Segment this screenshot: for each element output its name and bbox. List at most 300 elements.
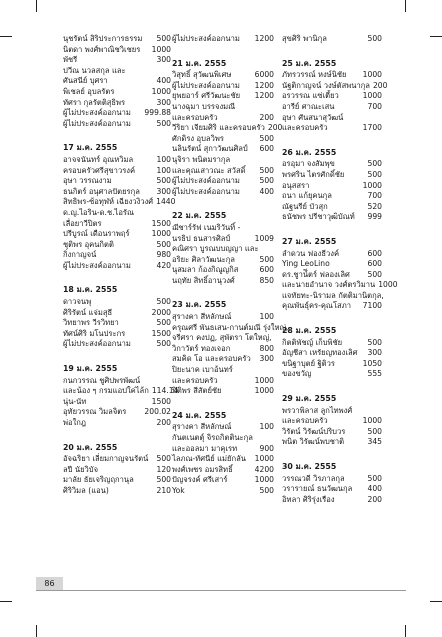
donation-amount: 600	[259, 144, 274, 154]
donor-name: ธนัชพร ปรีชาวุฒิบัณท์	[282, 212, 355, 222]
donor-name: วรรณวดี วิรภาลกุล	[282, 473, 345, 483]
donor-name: ปวีณ นวลสกุล และ	[63, 65, 126, 75]
donor-row	[63, 240, 171, 251]
donor-row	[172, 123, 283, 134]
donation-amount: 6000	[254, 70, 274, 80]
donor-row	[282, 113, 382, 124]
donor-name: และครอบครัว	[172, 112, 218, 122]
donor-name: ดร.ชูาน์ีตร์ ฟลองเลิศ	[282, 269, 350, 279]
donor-row	[63, 397, 171, 408]
donor-name: พรวาพิลาส ลูกไทพงศ์	[282, 405, 353, 415]
donation-amount: 1440	[156, 197, 176, 207]
donor-row	[63, 176, 171, 187]
donor-row	[63, 329, 171, 340]
donor-name: และคุณเสาวณะ สวัสดิ์	[172, 165, 246, 175]
donor-row	[172, 386, 274, 397]
donor-name: นุสมลา ก้องกิณูญกิส	[172, 265, 239, 275]
donation-amount: 200	[267, 123, 283, 133]
donor-row	[63, 98, 171, 109]
date-heading: 19 ม.ค. 2555	[63, 364, 118, 374]
donor-name: อริยะ ศิลาวัฒนะกุล	[172, 254, 235, 264]
donation-amount: 1200	[254, 91, 274, 101]
donor-row	[282, 102, 382, 113]
donor-name: วิสุทธิ์ สุวัฒนพิเศษ	[172, 70, 232, 80]
donation-amount: 300	[367, 348, 382, 358]
donor-name: ครุณศรี พันธเสน-กานต์มณี รุ่งใหญ่,	[172, 322, 289, 332]
donor-row	[172, 276, 274, 287]
donor-row	[172, 155, 274, 166]
donor-row	[172, 333, 274, 344]
donation-amount: 100	[259, 312, 274, 322]
donation-amount: 500	[156, 239, 171, 249]
donor-row	[172, 81, 274, 92]
donor-name: ขนิฐาบุตย์ ฐิติวร	[282, 358, 335, 368]
donation-amount: 600	[367, 248, 382, 258]
donor-name: ทัศน์ศิริ มโนประกร	[63, 328, 126, 338]
donor-name: ฌีชาร์รัฟ เนมริวันทิ์ -	[172, 222, 241, 232]
donation-amount: 1500	[151, 396, 171, 406]
date-heading: 17 ม.ค. 2555	[63, 143, 118, 153]
donor-name: วิทยาพร วีรวิทยา	[63, 318, 119, 328]
donor-name: กนกวรรณ ชูศิปพรพัฒน์	[63, 375, 141, 385]
donation-amount: 420	[156, 260, 171, 270]
donor-name: ชุติพร อุคนกิตติ	[63, 239, 114, 249]
donor-row	[63, 250, 171, 261]
donation-amount: 555	[367, 369, 382, 379]
date-heading: 21 ม.ค. 2555	[172, 58, 227, 68]
donor-name: วีริยา เจียมศิริ และครอบครัว	[172, 123, 265, 133]
page-number: 86	[36, 577, 63, 590]
date-heading: 23 ม.ค. 2555	[172, 300, 227, 310]
donor-name: พัชรี	[63, 55, 78, 65]
donor-row	[172, 475, 274, 486]
donation-amount: 850	[259, 275, 274, 285]
donation-amount: 1000	[362, 91, 382, 101]
donation-amount: 7100	[362, 301, 382, 311]
donation-amount: 999.88	[144, 108, 171, 118]
donor-row	[63, 108, 171, 119]
date-heading: 25 ม.ค. 2555	[282, 58, 337, 68]
donation-amount: 1000	[151, 86, 171, 96]
donor-name: อรอุมา จงสัมพุข	[282, 159, 335, 169]
donor-name: ผู้ไม่ประสงค์ออกนาม	[172, 186, 240, 196]
donor-row	[63, 376, 171, 387]
donor-name: ครอบครัวศรีสุขาวรงค์	[63, 165, 136, 175]
donation-amount: 100	[156, 154, 171, 164]
donor-row	[172, 433, 274, 444]
donor-row	[282, 348, 382, 359]
donation-amount: 800	[259, 343, 274, 353]
donation-amount: 980	[156, 250, 171, 260]
donor-column-2	[172, 34, 289, 497]
donor-row	[282, 70, 382, 81]
donor-row	[172, 187, 274, 198]
donation-amount: 1000	[151, 229, 171, 239]
donor-row	[63, 229, 171, 240]
donor-row	[63, 407, 171, 418]
donation-amount: 600	[259, 265, 274, 275]
donation-amount: 500	[259, 165, 274, 175]
donor-row	[172, 70, 274, 81]
donation-amount: 1000	[151, 44, 171, 54]
donation-amount: 520	[367, 201, 382, 211]
footer-rule	[36, 590, 406, 591]
donor-name: วรารายณ์ ธนวัฒนกุล	[282, 484, 353, 494]
donor-row	[282, 159, 382, 170]
donation-amount: 500	[367, 169, 382, 179]
donor-row	[63, 66, 171, 77]
donation-amount: 1200	[254, 34, 274, 43]
donation-amount: 500	[156, 454, 171, 464]
date-heading: 30 ม.ค. 2555	[282, 462, 337, 471]
date-heading: 27 ม.ค. 2555	[282, 236, 337, 246]
donation-amount: 500	[367, 426, 382, 436]
donation-amount: 500	[367, 159, 382, 169]
donation-amount: 500	[367, 34, 382, 43]
date-heading: 22 ม.ค. 2555	[172, 211, 227, 221]
donation-amount: 1000	[362, 416, 382, 426]
donation-amount: 400	[156, 76, 171, 86]
donor-name: กิตติพัชญ์ เก็บพิชัย	[282, 337, 343, 347]
donor-row	[172, 144, 274, 155]
donation-amount	[271, 155, 274, 166]
donor-name: เลื่อยาวีปิตร	[63, 218, 102, 228]
donor-row	[172, 234, 274, 245]
donor-row	[63, 45, 171, 56]
donor-row	[172, 176, 274, 187]
donation-amount: 500	[259, 485, 274, 495]
donor-row	[63, 486, 171, 497]
donor-row	[282, 406, 382, 417]
donor-name: นรธิป ธนสารศิลป์	[172, 233, 231, 243]
donor-row	[63, 187, 171, 198]
donor-row	[282, 291, 382, 302]
donor-row	[282, 212, 382, 223]
donor-name: อัญชีสา เหรัยญทองเลิศ	[282, 348, 358, 358]
donation-amount: 500	[156, 297, 171, 307]
donation-amount: 400	[367, 484, 382, 494]
donor-name: อารีย์ ศาณะเสน	[282, 101, 335, 111]
donation-amount: 200	[156, 418, 171, 427]
donor-row	[282, 474, 382, 485]
donor-name: ลำดวน ฟองธีวงค์	[282, 248, 340, 258]
donor-row	[172, 365, 274, 376]
donor-name: ดาวจนพุ	[63, 297, 92, 307]
donation-amount: 1000	[254, 375, 274, 385]
donation-amount	[379, 406, 382, 417]
donation-amount: 300	[156, 97, 171, 107]
donor-name: พงศ์เพชร อมรสิทธิ์	[172, 464, 233, 474]
donor-name: สุรางคา สีหลักษณ์	[172, 312, 232, 322]
donor-name: นฤทัย สิทธิ์อานุวงศ์	[172, 275, 235, 285]
donor-name: นุ่น-นัท	[63, 396, 87, 406]
donor-row	[172, 322, 289, 334]
donation-amount	[271, 365, 274, 376]
donor-name: วิรัตน์ วิรัฒน์ปริบวร	[282, 426, 346, 436]
donation-amount: 120	[156, 464, 171, 474]
donor-row	[282, 484, 382, 495]
donor-name: และครอบครัว	[172, 375, 218, 385]
donor-name: ผู้ไม่ประสงค์ออกนาม	[172, 34, 240, 43]
donor-name: และนายอำนาจ วงศ์ตรวิมาน	[282, 280, 376, 290]
donation-amount: 200	[259, 112, 274, 122]
donor-row	[282, 338, 382, 349]
donor-row	[63, 339, 171, 350]
donor-name: และออลมา มาคุเรท	[172, 443, 238, 453]
date-heading: 20 ม.ค. 2555	[63, 442, 118, 452]
donation-amount: 210	[156, 485, 171, 495]
donation-amount: 500	[156, 176, 171, 186]
donor-row	[282, 34, 382, 45]
donor-column-3	[282, 34, 398, 505]
donation-amount: 500	[259, 133, 274, 143]
donation-amount	[379, 113, 382, 124]
donor-row	[63, 297, 171, 308]
donation-amount: 1050	[362, 358, 382, 368]
donation-amount: 1000	[362, 180, 382, 190]
donor-row	[63, 208, 171, 219]
donation-amount: 2000	[151, 307, 171, 317]
donor-name: วิกาวัตร์ ทองเจอก	[172, 343, 231, 353]
donation-amount: 900	[259, 443, 274, 453]
donor-name: อุษา วรรณงาม	[63, 176, 112, 186]
donor-name: นุจิรา พนิตมรากุล	[172, 154, 231, 164]
donation-amount: 1000	[362, 70, 382, 80]
donor-row	[282, 280, 398, 291]
donor-name: พ่อใกฎ	[63, 418, 86, 427]
donor-name: สิทธิพร-ซ้อทุฬห์ เฉียงวงิวงศ์	[63, 197, 154, 207]
donor-row	[63, 261, 171, 272]
donor-name: พิเชลย์ อุบลรัตร	[63, 86, 115, 96]
donor-row	[282, 191, 382, 202]
donation-amount: 300	[156, 186, 171, 196]
donor-row	[172, 454, 274, 465]
donor-row	[282, 170, 382, 181]
donor-name: ศิริวิมล (แอน)	[63, 485, 109, 495]
donation-amount: 600	[367, 259, 382, 269]
donation-amount: 345	[367, 437, 382, 447]
date-heading: 29 ม.ค. 2555	[282, 394, 337, 404]
donor-row	[63, 87, 171, 98]
donor-name: ปิยะนาค เบาอ้นทร์	[172, 365, 233, 375]
donation-amount: 500	[156, 118, 171, 128]
donor-name: นลินรัตน์ สุกาวัฒนศิลป์	[172, 144, 248, 154]
donor-name: แจทัยทะ-นิรามล กัตติมานิตกุล,	[282, 290, 384, 300]
donor-row	[282, 359, 382, 370]
donation-amount: 1000	[254, 454, 274, 464]
donation-amount: 500	[259, 254, 274, 264]
donor-row	[63, 418, 171, 429]
donation-amount: 4200	[254, 464, 274, 474]
donation-amount	[272, 333, 275, 344]
date-heading: 26 ม.ค. 2555	[282, 147, 337, 157]
date-heading: 28 ม.ค. 2555	[282, 326, 337, 336]
donor-name: และน้อง ๆ กรมแอปใค่ไล้ก	[63, 386, 149, 396]
donation-amount	[271, 102, 274, 113]
donor-row	[63, 219, 171, 230]
donor-row	[172, 34, 274, 45]
donor-name: สมคิด โอ และครอบครัว	[172, 354, 251, 364]
donor-row	[63, 318, 171, 329]
donation-amount: 999	[367, 212, 382, 222]
donor-row	[282, 181, 382, 192]
donor-name: ปิติพร สีสัตย์ชัย	[172, 386, 222, 396]
donation-amount: 500	[367, 269, 382, 279]
donor-name: ผู้ไม่ประสงค์ออกนาม	[63, 339, 131, 349]
donor-name: และครอบครัว	[282, 123, 328, 133]
donor-row	[282, 270, 382, 281]
donor-row	[172, 113, 274, 124]
donor-row	[172, 166, 274, 177]
donor-name: พนิต วิรัฒน์พบชาติ	[282, 437, 345, 447]
donation-amount: 700	[367, 101, 382, 111]
donor-name: Ying LeoLino	[282, 259, 330, 269]
donation-amount: 1500	[151, 328, 171, 338]
donor-row	[282, 91, 382, 102]
donor-row	[172, 91, 274, 102]
donor-row	[172, 354, 274, 365]
donation-amount: 1200	[254, 80, 274, 90]
donor-row	[63, 76, 171, 87]
donor-name: คณิศรา บูรณบบญญา และ	[172, 244, 259, 254]
donor-name: อนุสสรา	[282, 180, 310, 190]
donation-amount: 500	[259, 176, 274, 186]
donor-row	[282, 301, 382, 312]
donor-name: ผู้ไม่ประสงค์ออกนาม	[63, 260, 131, 270]
donor-row	[282, 495, 382, 506]
donation-amount: 500	[367, 337, 382, 347]
donor-name: Yok	[172, 485, 185, 495]
donation-amount: 200	[367, 494, 382, 504]
donor-name: ศักดิรง อุบลวิพร	[172, 133, 224, 143]
donor-name: ไลภณ-ทัศนีย์ แม่ยักลัน	[172, 454, 246, 464]
donor-row	[172, 422, 274, 433]
donor-row	[63, 34, 171, 45]
donor-row	[172, 376, 274, 387]
donation-amount: 500	[156, 339, 171, 349]
donation-amount: 1000	[254, 386, 274, 396]
donation-amount	[271, 223, 274, 234]
donor-name: ลปี นัยวิบัจ	[63, 464, 99, 474]
donor-name: มาลัย ธัยเจริญฤกานุล	[63, 475, 134, 485]
donor-row	[172, 344, 274, 355]
donor-row	[282, 202, 382, 213]
donation-amount: 300	[156, 55, 171, 65]
donor-name: ณัฐนรีย์ บัวสุก	[282, 201, 328, 211]
donor-name: จรีศรา คงปฏ, สุพัตรา โตใหญ่,	[172, 333, 272, 343]
donor-name: พรศริน ไตรศักดิ์ชัย	[282, 169, 345, 179]
date-heading: 24 ม.ค. 2555	[172, 410, 227, 420]
donation-amount: 1500	[151, 218, 171, 228]
donation-amount: 100	[156, 165, 171, 175]
donor-row	[172, 244, 274, 255]
donation-amount: 400	[259, 186, 274, 196]
donor-name: ผู้ไม่ประสงค์ออกนาม	[172, 80, 240, 90]
donor-name: ภัทรวรรณ์ หงษ์นิชัย	[282, 70, 347, 80]
donation-amount: 500	[367, 473, 382, 483]
donation-amount	[168, 376, 171, 387]
donor-row	[282, 80, 388, 92]
donor-name: กิ่งกาญจน์	[63, 250, 97, 260]
donor-name: สุขศิริ พานิกุล	[282, 34, 327, 43]
donor-name: ถนา แก้ยุคนกุล	[282, 191, 332, 201]
donation-amount: 1000	[378, 280, 398, 290]
donor-name: ทัศรา กุลรัตติสุธิพร	[63, 97, 126, 107]
donor-name: อิทลา ศิริรุ่งเรือง	[282, 494, 335, 504]
donor-row	[63, 197, 176, 208]
donor-row	[63, 55, 171, 66]
donor-row	[172, 102, 274, 113]
donor-row	[282, 416, 382, 427]
donation-amount	[271, 244, 274, 255]
donation-amount: 500	[156, 475, 171, 485]
donor-name: นุชรัตน์ สิริประการธรรม	[63, 34, 143, 43]
donation-amount: 114.14	[151, 386, 179, 396]
donor-row	[172, 312, 274, 323]
donor-row	[63, 454, 171, 465]
donation-amount: 1009	[254, 233, 274, 243]
donor-name: อุษา ศันสนาสุวัฒน์	[282, 112, 344, 122]
donor-name: ของขวัญ	[282, 369, 312, 379]
donor-row	[172, 486, 274, 497]
donation-amount	[168, 208, 171, 219]
donor-name: อรวรรณ แซ่เตี้ยว	[282, 91, 339, 101]
donor-name: สุรางคา สีหลักษณ์	[172, 422, 232, 432]
donor-name: นางฉุมา บรรจงมณี	[172, 101, 236, 111]
donor-name: ศิริรัตน์ แจ่มสุธี	[63, 307, 113, 317]
donor-row	[172, 223, 274, 234]
donation-amount: 300	[259, 354, 274, 364]
donation-amount: 100	[259, 422, 274, 432]
donation-amount: 200	[372, 80, 388, 90]
donor-name: ปรีบูรณ์ เดือนราพฤร์	[63, 229, 130, 239]
donor-row	[63, 155, 171, 166]
donor-name: ศันสนีย์ บุศรา	[63, 76, 108, 86]
donor-name: ผู้ไม่ประสงค์ออกนาม	[172, 176, 240, 186]
donation-amount	[384, 291, 387, 302]
donor-row	[63, 386, 179, 397]
donation-amount: 500	[156, 34, 171, 43]
donor-row	[172, 255, 274, 266]
donor-row	[172, 444, 274, 455]
donor-name: อาจจนันทร์ อุณหวิมล	[63, 154, 134, 164]
donor-row	[172, 265, 274, 276]
donor-row	[282, 369, 382, 380]
date-heading: 18 ม.ค. 2555	[63, 285, 118, 295]
donor-name: คุณพันธุ์คร-คุณโสภา	[282, 301, 351, 311]
donor-name: ธนกิตร์ อนุศาลปัตยรกุล	[63, 186, 140, 196]
donor-row	[282, 259, 382, 270]
donor-name: อัจฉริยา เลี่ยมกาญจนรัตน์	[63, 454, 149, 464]
donor-name: ยุพยอาร์ ศรีวัฒนะชัย	[172, 91, 241, 101]
donation-amount	[271, 433, 274, 444]
donor-name: ด.ญ.ไอริน-ด.ช.ไอรัณ	[63, 207, 135, 217]
donor-row	[63, 166, 171, 177]
donation-amount: 200.02	[144, 407, 171, 417]
donation-amount: 500	[156, 318, 171, 328]
donor-name: ผู้ไม่ประสงค์ออกนาม	[63, 108, 131, 118]
donor-row	[282, 249, 382, 260]
donation-amount: 1000	[254, 475, 274, 485]
donor-row	[172, 134, 274, 145]
donation-amount	[168, 66, 171, 77]
donor-row	[63, 475, 171, 486]
donor-name: ผู้ไม่ประสงค์ออกนาม	[63, 118, 131, 128]
donor-name: ปัญจรงค์ ศรีเสาร์	[172, 475, 228, 485]
donor-row	[63, 308, 171, 319]
donor-row	[282, 427, 382, 438]
donor-row	[63, 119, 171, 130]
